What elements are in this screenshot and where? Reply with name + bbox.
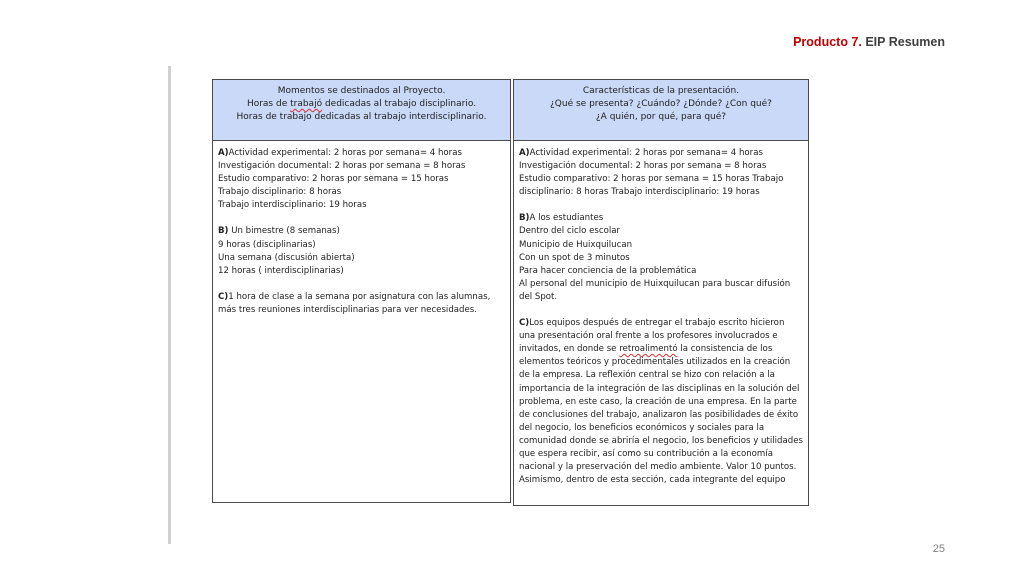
right-c-spellcheck-word: retroalimentó [619, 344, 678, 355]
left-header-line-3: Horas de trabajo dedicadas al trabajo interdisciplinario. [236, 112, 487, 122]
left-column-body [213, 141, 510, 317]
left-column-header [213, 80, 510, 141]
left-column [212, 79, 511, 503]
right-column-body [514, 141, 808, 487]
right-c-text-1: Los equipos después de entregar el trabajo escrito hicieron una presentación oral frente a los profesores involucrados e invitados, en donde se [519, 318, 785, 355]
right-c-label: C) [519, 318, 530, 329]
right-b-label: B) [519, 213, 530, 224]
left-b-label: B) [218, 226, 229, 237]
slide-title [793, 35, 945, 49]
right-header-line-2: ¿Qué se presenta? ¿Cuándo? ¿Dónde? ¿Con qué? [550, 99, 772, 109]
right-section-c [519, 317, 803, 487]
right-column [513, 79, 809, 506]
left-c-text: 1 hora de clase a la semana por asignatura con las alumnas, más tres reuniones interdisciplinarias para ver necesidades. [218, 291, 491, 315]
left-section-c [218, 291, 505, 317]
left-header-spellcheck-word: trabajó [290, 99, 323, 109]
left-c-label: C) [218, 291, 229, 302]
right-header-line-1: Características de la presentación. [582, 86, 740, 96]
right-a-label: A) [519, 148, 530, 158]
vertical-divider [168, 66, 171, 544]
left-header-line-2: Horas de trabajó dedicadas al trabajo disciplinario. [246, 99, 477, 109]
title-rest: EIP Resumen [861, 35, 945, 49]
right-column-header [514, 80, 808, 141]
right-a-text: Actividad experimental: 2 horas por semana= 4 horas Investigación documental: 2 horas por semana = 8 horas Estudio comparativo: 2 horas por semana = 15 horas Trabajo disciplinario: 8 horas Trabajo interdisciplinario: 19 horas [519, 148, 784, 198]
page-number: 25 [932, 543, 945, 555]
title-accent: Producto 7. [793, 35, 862, 49]
left-section-b [218, 225, 505, 277]
right-section-a [519, 147, 803, 199]
left-header-line-1: Momentos se destinados al Proyecto. [277, 86, 446, 96]
right-section-b [519, 212, 803, 304]
left-a-label: A) [218, 148, 229, 158]
right-b-text: A los estudiantes Dentro del ciclo escolar Municipio de Huixquilucan Con un spot de 3 minutos Para hacer conciencia de la problemática Al personal del municipio de Huixquilucan para buscar difusión del Spot. [519, 213, 791, 302]
left-section-a [218, 147, 505, 212]
right-header-line-3: ¿A quién, por qué, para qué? [595, 112, 727, 122]
left-a-text: Actividad experimental: 2 horas por semana= 4 horas Investigación documental: 2 horas por semana = 8 horas Estudio comparativo: 2 horas por semana = 15 horas Trabajo disciplinario: 8 horas Trabajo interdisciplinario: 19 horas [218, 148, 466, 211]
right-c-text-2: la consistencia de los elementos teóricos y procedimentales utilizados en la creación de la empresa. La reflexión central se hizo con relación a la importancia de la integración de las disciplinas en la solución del problema, en este caso, la creación de una empresa. En la parte de conclusiones del trabajo, analizaron las posibilidades de éxito del negocio, los beneficios económicos y sociales para la comunidad donde se abriría el negocio, los beneficios y utilidades que espera recibir, así como su contribución a la economía nacional y la preservación del medio ambiente. Valor 10 puntos. Asimismo, dentro de esta sección, cada integrante del equipo [519, 344, 803, 486]
left-b-text: Un bimestre (8 semanas) 9 horas (disciplinarias) Una semana (discusión abierta) 12 horas ( interdisciplinarias) [218, 226, 355, 276]
